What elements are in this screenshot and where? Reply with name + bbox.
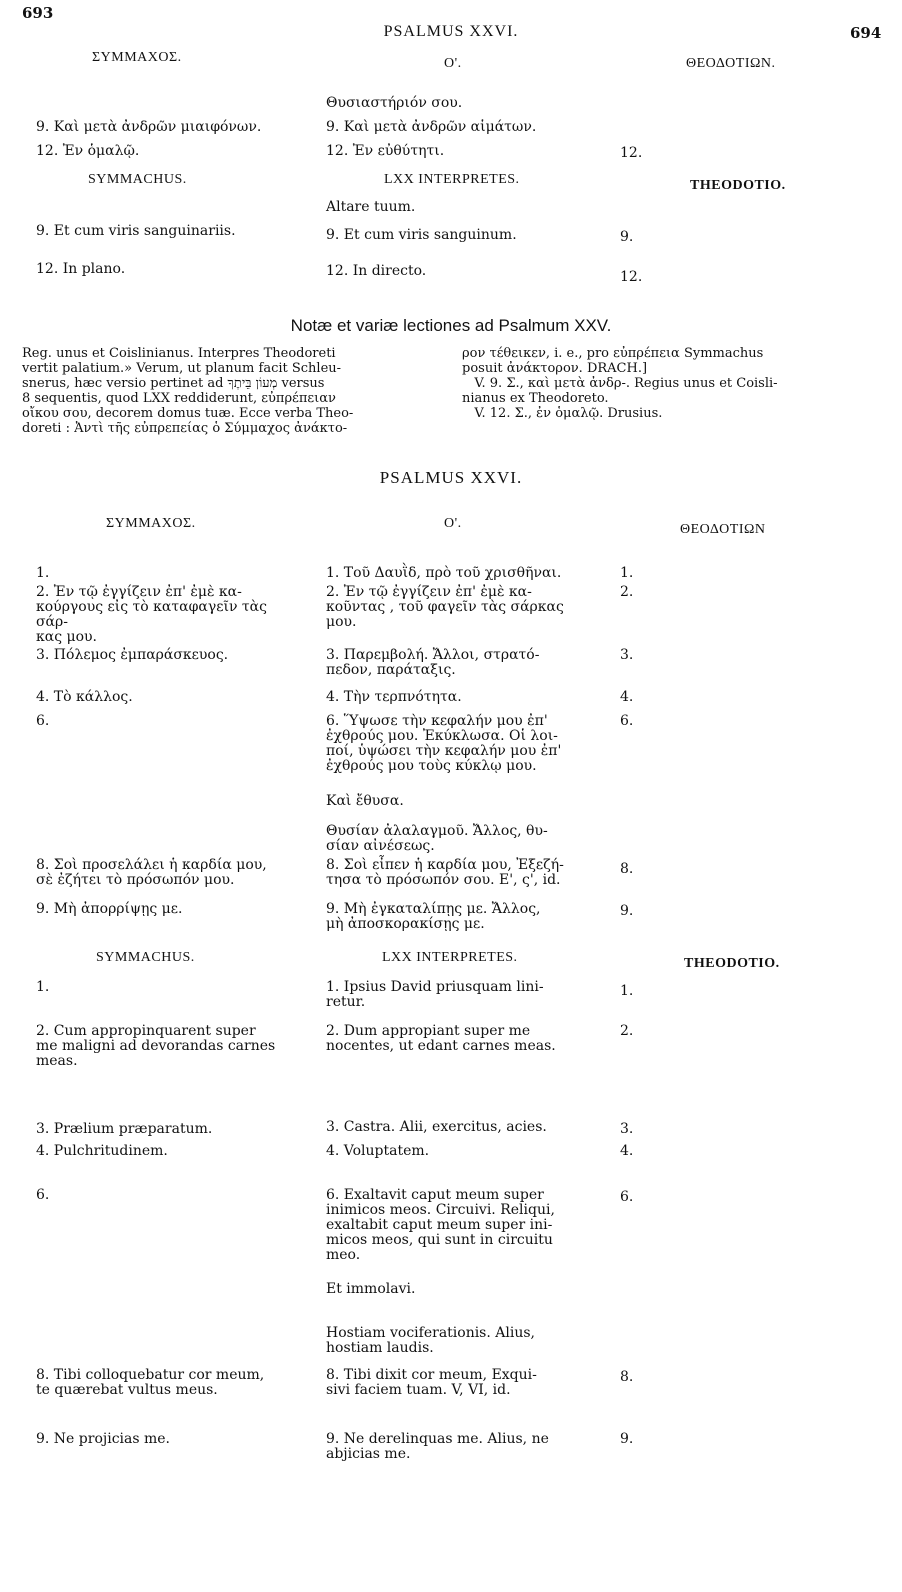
psalm-row-6-o: 6. Ὕψωσε τὴν κεφαλήν μου ἐπ' ἐχθρούς μου. Ἐκύκλωσα. Οἱ λοι- ποί, ὑψώσει τὴν κεφαλήν μου ἐπ' ἐχθρούς μου τοὺς κύκλῳ μου. (326, 713, 562, 774)
top-latin-row-1-symmachus: 9. Et cum viris sanguinariis. (36, 223, 236, 239)
top-row-2-o: 12. Ἐν εὐθύτητι. (326, 143, 445, 159)
psalm-row-2-symmachos: 2. Ἐν τῷ ἐγγίζειν ἐπ' ἐμὲ κα- κούργους εἰς τὸ καταφαγεῖν τὰς σάρ- κας μου. (36, 584, 267, 645)
psalm-latin-row-2-symmachus: 2. Cum appropinquarent super me maligni ad devorandas carnes meas. (36, 1023, 276, 1069)
psalm-row-8-theodotion: 8. (620, 861, 634, 877)
psalm-header-o: O'. (444, 516, 462, 531)
top-latin-row-2-theodotio: 12. (620, 269, 643, 285)
psalm-latin-row-6-theodotio: 6. (620, 1189, 634, 1205)
psalm-header-symmachus: SYMMACHUS. (96, 950, 195, 965)
psalm-row-1-theodotion: 1. (620, 565, 634, 581)
psalm-row-3-symmachos: 3. Πόλεμος ἐμπαράσκευος. (36, 647, 229, 663)
psalm-latin-row-4-lxx: 4. Voluptatem. (326, 1143, 430, 1159)
psalm-latin-row-4-theodotio: 4. (620, 1143, 634, 1159)
header-lxx: LXX INTERPRETES. (384, 172, 520, 187)
psalm-row-2-theodotion: 2. (620, 584, 634, 600)
psalm-row-4-symmachos: 4. Τὸ κάλλος. (36, 689, 133, 705)
psalm-header-symmachos: ΣΥΜΜΑΧΟΣ. (106, 516, 196, 531)
psalm-latin-row-2-theodotio: 2. (620, 1023, 634, 1039)
header-symmachos: ΣΥΜΜΑΧΟΣ. (92, 50, 182, 65)
psalm-row-6b-o: Καὶ ἔθυσα. (326, 793, 404, 809)
top-latin-row-1-lxx: 9. Et cum viris sanguinum. (326, 227, 517, 243)
psalm-latin-row-6-lxx: 6. Exaltavit caput meum super inimicos meos. Circuivi. Reliqui, exaltabit caput meum super ini- micos meos, qui sunt in circuitu meo. (326, 1187, 555, 1263)
psalm-row-3-o: 3. Παρεμβολή. Ἄλλοι, στρατό- πεδον, παράταξις. (326, 647, 540, 678)
psalm-latin-row-1-theodotio: 1. (620, 983, 634, 999)
psalm-row-6c-o: Θυσίαν ἀλαλαγμοῦ. Ἄλλος, θυ- σίαν αἰνέσεως. (326, 823, 548, 854)
psalm-latin-row-4-symmachus: 4. Pulchritudinem. (36, 1143, 168, 1159)
psalm-latin-row-2-lxx: 2. Dum appropiant super me nocentes, ut edant carnes meas. (326, 1023, 556, 1054)
psalm-row-4-o: 4. Τὴν τερπνότητα. (326, 689, 462, 705)
psalm-row-4-theodotion: 4. (620, 689, 634, 705)
psalm-row-3-theodotion: 3. (620, 647, 634, 663)
psalm-row-6-symmachos: 6. (36, 713, 50, 729)
header-o: O'. (444, 56, 462, 71)
top-row-2-theodotion: 12. (620, 145, 643, 161)
page-number-right: 694 (850, 24, 882, 42)
psalm-latin-row-6b-lxx: Et immolavi. (326, 1281, 416, 1297)
psalm-row-1-o: 1. Τοῦ Δαυῒδ, πρὸ τοῦ χρισθῆναι. (326, 565, 562, 581)
psalm-row-2-o: 2. Ἐν τῷ ἐγγίζειν ἐπ' ἐμὲ κα- κοῦντας , τοῦ φαγεῖν τὰς σάρκας μου. (326, 584, 564, 630)
psalm-row-9-o: 9. Μὴ ἐγκαταλίπῃς με. Ἄλλος, μὴ ἀποσκορακίσῃς με. (326, 901, 541, 932)
psalm-row-8-symmachos: 8. Σοὶ προσελάλει ἡ καρδία μου, σὲ ἐζήτει τὸ πρόσωπόν μου. (36, 857, 267, 888)
psalm-latin-row-8-symmachus: 8. Tibi colloquebatur cor meum, te quærebat vultus meus. (36, 1367, 265, 1398)
psalm-latin-row-3-theodotio: 3. (620, 1121, 634, 1137)
notes-title: Notæ et variæ lectiones ad Psalmum XXV. (290, 316, 612, 335)
top-latin-row-2-lxx: 12. In directo. (326, 263, 427, 279)
header-symmachus: SYMMACHUS. (88, 172, 187, 187)
psalm-latin-row-8-lxx: 8. Tibi dixit cor meum, Exqui- sivi faciem tuam. V, VI, id. (326, 1367, 537, 1398)
psalm-latin-row-3-symmachus: 3. Prælium præparatum. (36, 1121, 213, 1137)
psalm-latin-row-1-symmachus: 1. (36, 979, 50, 995)
psalm-row-6-theodotion: 6. (620, 713, 634, 729)
psalm-header-theodotion: ΘΕΟΔΟΤΙΩΝ (680, 522, 766, 537)
psalm-row-9-symmachos: 9. Μὴ ἀπορρίψῃς με. (36, 901, 183, 917)
psalm-header-lxx: LXX INTERPRETES. (382, 950, 518, 965)
notes-left-column: Reg. unus et Coislinianus. Interpres Theodoreti vertit palatium.» Verum, ut planum facit Schleu- snerus, hæc versio pertinet ad מְעוֹן בֵּיתֶךָ versus 8 sequentis, quod LXX reddiderunt, εὐπρέπειαν οἴκου σου, decorem domus tuæ. Ecce verba Theo- doreti : Ἀντὶ τῆς εὐπρεπείας ὁ Σύμμαχος ἀνάκτο- (22, 346, 354, 436)
top-latin-row-0-lxx: Altare tuum. (326, 199, 416, 215)
psalm-latin-row-1-lxx: 1. Ipsius David priusquam lini- retur. (326, 979, 544, 1010)
top-latin-row-2-symmachus: 12. In plano. (36, 261, 126, 277)
notes-right-column: ρον τέθεικεν, i. e., pro εὐπρέπεια Symmachus posuit ἀνάκτορον. DRACH.] V. 9. Σ., καὶ μετὰ ἀνδρ-. Regius unus et Coisli- nianus ex Theodoreto. V. 12. Σ., ἐν ὁμαλῷ. Drusius. (462, 346, 778, 421)
psalm-latin-row-6-symmachus: 6. (36, 1187, 50, 1203)
psalm-row-8-o: 8. Σοὶ εἶπεν ἡ καρδία μου, Ἐξεζή- τησα τὸ πρόσωπόν σου. Ε', ς', id. (326, 857, 564, 888)
header-theodotion: ΘΕΟΔΟΤΙΩΝ. (686, 56, 776, 71)
top-latin-row-1-theodotio: 9. (620, 229, 634, 245)
top-row-1-symmachos: 9. Καὶ μετὰ ἀνδρῶν μιαιφόνων. (36, 119, 262, 135)
running-title: PSALMUS XXVI. (383, 23, 519, 40)
psalm-title: PSALMUS XXVI. (379, 468, 523, 487)
psalm-row-9-theodotion: 9. (620, 903, 634, 919)
page-number-left: 693 (22, 4, 54, 22)
psalm-row-1-symmachos: 1. (36, 565, 50, 581)
top-row-0-o: Θυσιαστήριόν σου. (326, 95, 463, 111)
top-row-1-o: 9. Καὶ μετὰ ἀνδρῶν αἱμάτων. (326, 119, 537, 135)
psalm-latin-row-8-theodotio: 8. (620, 1369, 634, 1385)
psalm-header-theodotio: THEODOTIO. (684, 956, 780, 971)
psalm-latin-row-6c-lxx: Hostiam vociferationis. Alius, hostiam laudis. (326, 1325, 535, 1356)
header-theodotio: THEODOTIO. (690, 178, 786, 193)
psalm-latin-row-9-lxx: 9. Ne derelinquas me. Alius, ne abjicias me. (326, 1431, 549, 1462)
psalm-latin-row-3-lxx: 3. Castra. Alii, exercitus, acies. (326, 1119, 547, 1135)
top-row-2-symmachos: 12. Ἐν ὁμαλῷ. (36, 143, 140, 159)
psalm-latin-row-9-theodotio: 9. (620, 1431, 634, 1447)
psalm-latin-row-9-symmachus: 9. Ne projicias me. (36, 1431, 171, 1447)
